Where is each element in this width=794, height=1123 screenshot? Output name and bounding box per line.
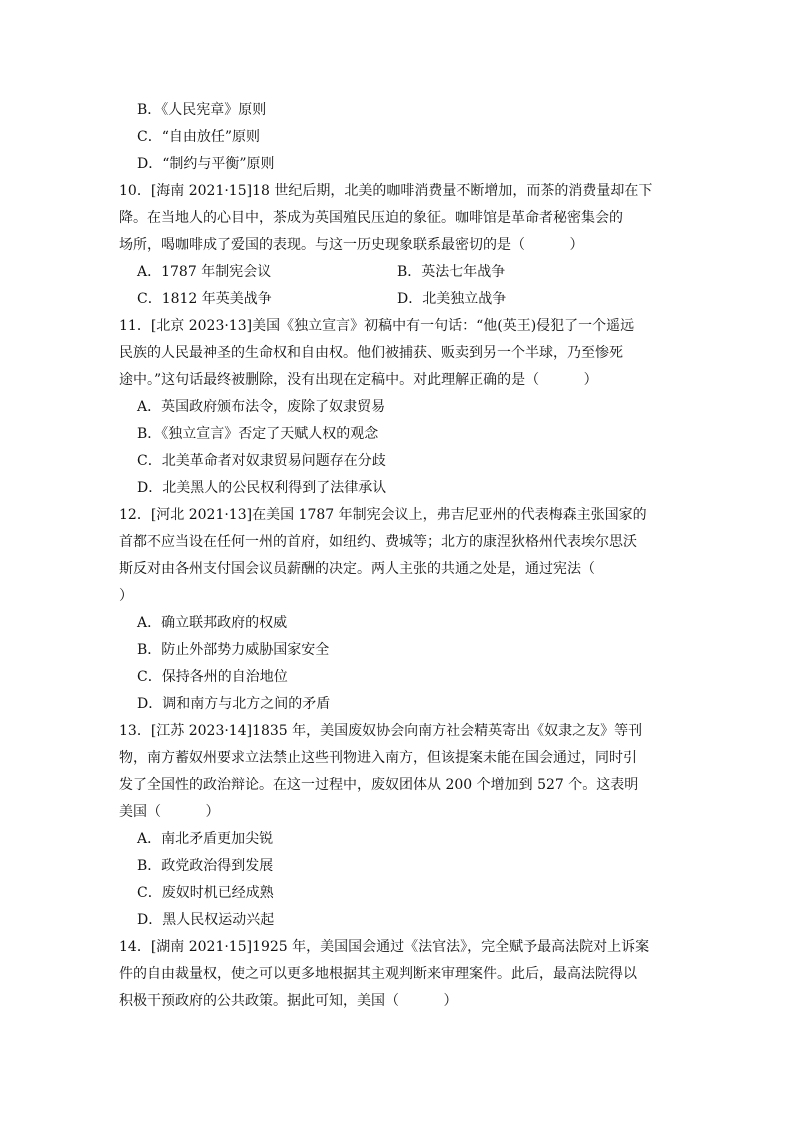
question-12-stem-line-3: 斯反对由各州支付国会议员薪酬的决定。两人主张的共通之处是，通过宪法（ xyxy=(119,561,595,577)
question-10-stem-line-1: 10．[海南 2021·15]18 世纪后期，北美的咖啡消费量不断增加，而茶的消费量却在下 xyxy=(119,183,653,199)
question-10-option-c: C．1812 年英美战争 xyxy=(137,291,272,307)
question-11-option-a: A．英国政府颁布法令，废除了奴隶贸易 xyxy=(137,399,386,415)
question-12-option-d: D．调和南方与北方之间的矛盾 xyxy=(137,696,331,712)
question-12-option-c: C．保持各州的自治地位 xyxy=(137,669,288,685)
question-10-stem-line-2: 降。在当地人的心目中，茶成为英国殖民压迫的象征。咖啡馆是革命者秘密集会的 xyxy=(119,210,623,226)
question-11-option-c: C．北美革命者对奴隶贸易问题存在分歧 xyxy=(137,453,386,469)
question-13-option-c: C．废奴时机已经成熟 xyxy=(137,885,274,901)
question-9-option-c: C．“自由放任”原则 xyxy=(137,129,261,145)
question-11-stem-line-3: 途中。”这句话最终被删除，没有出现在定稿中。对此理解正确的是（ ） xyxy=(119,372,598,388)
question-13-stem-line-1: 13．[江苏 2023·14]1835 年，美国废奴协会向南方社会精英寄出《奴隶之友》等刊 xyxy=(119,723,643,739)
question-11-stem-line-1: 11．[北京 2023·13]美国《独立宣言》初稿中有一句话：“他(英王)侵犯了一个遥远 xyxy=(119,318,635,334)
question-13-stem-line-2: 物，南方蓄奴州要求立法禁止这些刊物进入南方，但该提案未能在国会通过，同时引 xyxy=(119,750,637,766)
question-14-stem-line-1: 14．[湖南 2021·15]1925 年，美国国会通过《法官法》，完全赋予最高法院对上诉案 xyxy=(119,939,650,955)
question-12-stem-line-1: 12．[河北 2021·13]在美国 1787 年制宪会议上，弗吉尼亚州的代表梅森主张国家的 xyxy=(119,507,647,523)
question-13-stem-line-3: 发了全国性的政治辩论。在这一过程中，废奴团体从 200 个增加到 527 个。这表明 xyxy=(119,777,639,793)
question-10-option-b: B．英法七年战争 xyxy=(397,264,506,280)
question-9-option-b: B．《人民宪章》原则 xyxy=(137,102,267,118)
question-12-option-b: B．防止外部势力威胁国家安全 xyxy=(137,642,330,658)
question-10-stem-line-3: 场所，喝咖啡成了爱国的表现。与这一历史现象联系最密切的是（ ） xyxy=(119,237,584,253)
question-13-option-a: A．南北矛盾更加尖锐 xyxy=(137,831,274,847)
question-13-stem-line-4: 美国（ ） xyxy=(119,804,220,820)
question-14-stem-line-3: 积极干预政府的公共政策。据此可知，美国（ ） xyxy=(119,993,458,1009)
question-11-option-b: B．《独立宣言》否定了天赋人权的观念 xyxy=(137,426,379,442)
question-9-option-d: D．“制约与平衡”原则 xyxy=(137,156,275,172)
question-11-option-d: D．北美黑人的公民权利得到了法律承认 xyxy=(137,480,387,496)
question-13-option-d: D．黑人民权运动兴起 xyxy=(137,912,275,928)
question-14-stem-line-2: 件的自由裁量权，使之可以更多地根据其主观判断来审理案件。此后，最高法院得以 xyxy=(119,966,637,982)
question-11-stem-line-2: 民族的人民最神圣的生命权和自由权。他们被捕获、贩卖到另一个半球，乃至惨死 xyxy=(119,345,623,361)
question-12-option-a: A．确立联邦政府的权威 xyxy=(137,615,288,631)
question-12-stem-line-2: 首都不应当设在任何一州的首府，如纽约、费城等；北方的康涅狄格州代表埃尔思沃 xyxy=(119,534,637,550)
question-12-stem-line-4: ） xyxy=(119,588,133,604)
question-13-option-b: B．政党政治得到发展 xyxy=(137,858,274,874)
question-10-option-d: D．北美独立战争 xyxy=(397,291,507,307)
question-10-option-a: A．1787 年制宪会议 xyxy=(137,264,272,280)
